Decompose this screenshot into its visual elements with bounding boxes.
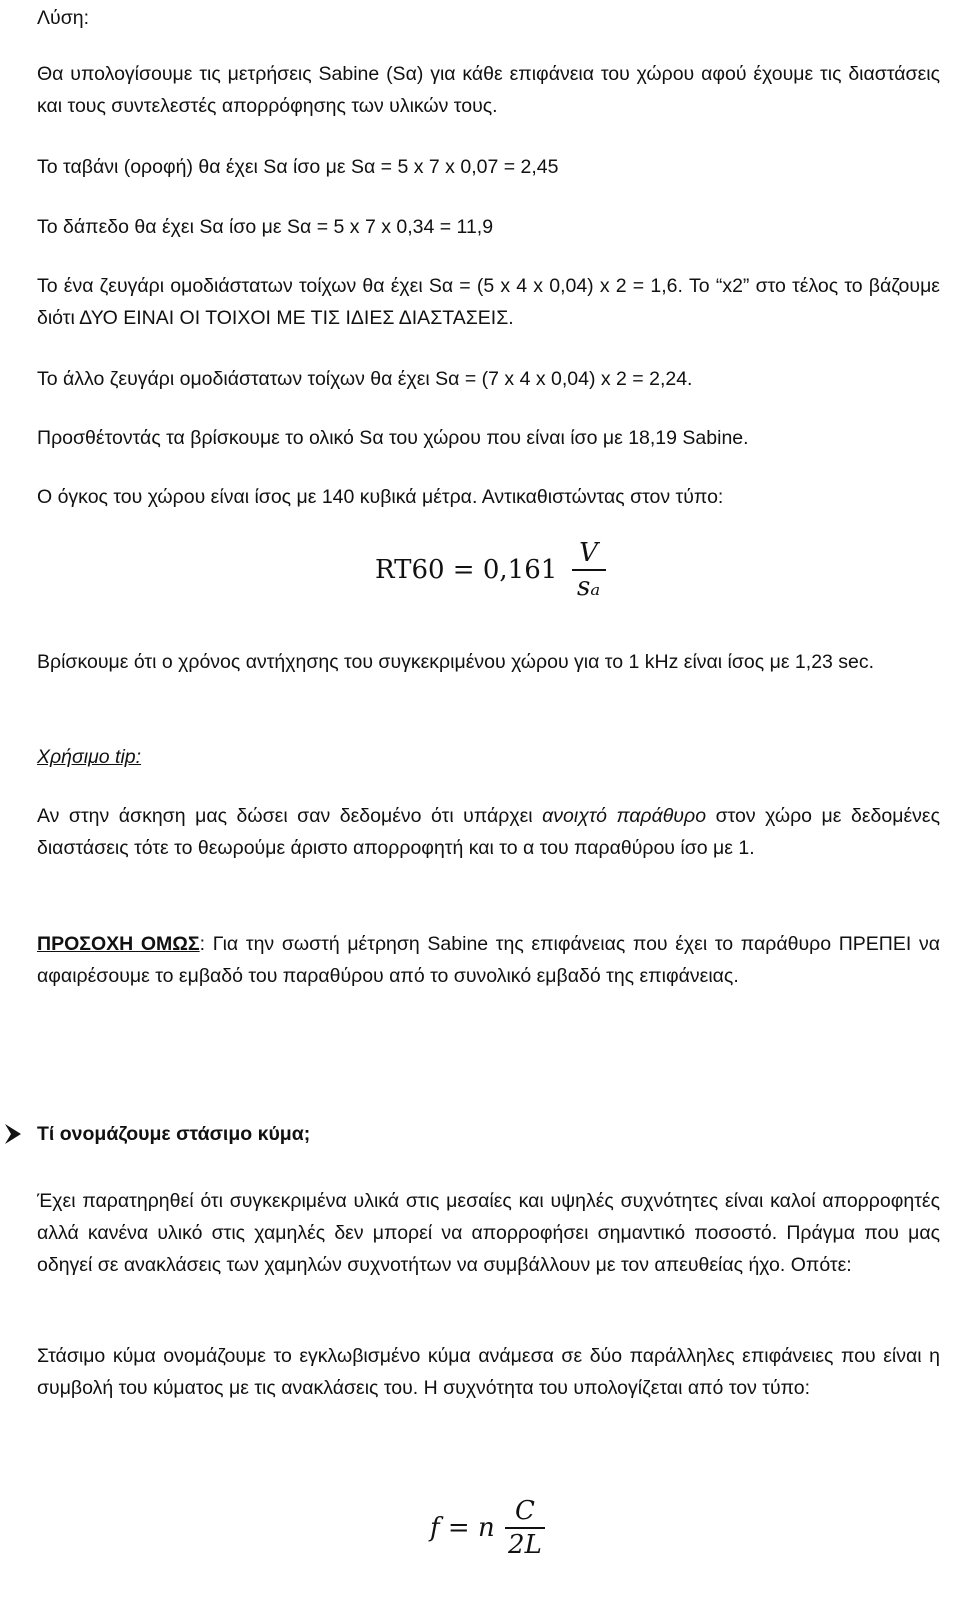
document-page [37,0,940,1605]
frequency-formula-lhs: f = n [430,1513,495,1543]
standing-wave-paragraph-2: Στάσιμο κύμα ονομάζουμε το εγκλωβισμένο κύμα ανάμεσα σε δύο παράλληλες επιφάνειες που είναι η συμβολή του κύματος με τις ανακλάσεις του. Η συχνότητα του υπολογίζεται από τον τύπο: [37,1345,940,1399]
frequency-denominator: 2L [508,1530,542,1560]
frequency-formula [430,1496,545,1560]
tip-label: Χρήσιμο tip: [37,746,142,768]
intro-paragraph: Θα υπολογίσουμε τις μετρήσεις Sabine (Sα) για κάθε επιφάνεια του χώρου αφού έχουμε τις διαστάσεις και τους συντελεστές απορρόφησης των υλικών τους. [37,63,940,117]
frequency-fraction [505,1496,545,1560]
tip-text-after: στον χώρο με δεδομένες διαστάσεις τότε το θεωρούμε άριστο απορροφητή και το α του παραθύρου ίσο με 1. [37,805,941,859]
tip-paragraph [37,800,940,864]
warning-label: ΠΡΟΣΟΧΗ ΟΜΩΣ [37,933,200,955]
rt60-numerator: V [579,538,598,568]
arrow-bullet-icon [3,1122,23,1146]
section-heading [3,1118,943,1150]
standing-wave-paragraph-1: Έχει παρατηρηθεί ότι συγκεκριμένα υλικά στις μεσαίες και υψηλές συχνότητες είναι καλοί απορροφητές αλλά κανένα υλικό στις χαμηλές δεν μπορεί να απορροφήσει σημαντικό ποσοστό. Πράγμα που μας οδηγεί σε ανακλάσεις των χαμηλών συχνοτήτων να συμβάλλουν με τον απευθείας ήχο. Οπότε: [37,1190,940,1276]
tip-text-before: Αν στην άσκηση μας δώσει σαν δεδομένο ότι υπάρχει [37,805,543,827]
total-sabine: Προσθέτοντάς τα βρίσκουμε το ολικό Sα του χώρου που είναι ίσο με 18,19 Sabine. [37,427,749,449]
warning-paragraph [37,928,940,992]
walls-pair2-calculation: Το άλλο ζευγάρι ομοδιάστατων τοίχων θα έχει Sα = (7 x 4 x 0,04) x 2 = 2,24. [37,368,693,390]
ceiling-calculation: Το ταβάνι (οροφή) θα έχει Sα ίσο με Sα = 5 x 7 x 0,07 = 2,45 [37,156,559,178]
section-title: Τί ονομάζουμε στάσιμο κύμα; [37,1123,311,1145]
floor-calculation: Το δάπεδο θα έχει Sα ίσο με Sα = 5 x 7 x 0,34 = 11,9 [37,216,494,238]
rt60-formula-lhs: RT60 = 0,161 [375,555,558,585]
volume-paragraph: Ο όγκος του χώρου είναι ίσος με 140 κυβικά μέτρα. Αντικαθιστώντας στον τύπο: [37,486,724,508]
rt60-fraction [572,538,606,602]
frequency-numerator: C [515,1496,535,1526]
rt60-formula [375,538,606,602]
result-paragraph: Βρίσκουμε ότι ο χρόνος αντήχησης του συγκεκριμένου χώρου για το 1 kHz είναι ίσος με 1,23 sec. [37,651,875,673]
warning-text: : Για την σωστή μέτρηση Sabine της επιφάνειας που έχει το παράθυρο ΠΡΕΠΕΙ να αφαιρέσουμε το εμβαδό του παραθύρου από το συνολικό εμβαδό της επιφάνειας. [37,933,940,987]
solution-label: Λύση: [37,7,89,29]
rt60-denominator: sₐ [577,572,601,602]
tip-emphasis: ανοιχτό παράθυρο [542,805,707,827]
walls-pair1-calculation: Το ένα ζευγάρι ομοδιάστατων τοίχων θα έχει Sα = (5 x 4 x 0,04) x 2 = 1,6. Το “x2” στο τέλος το βάζουμε διότι ΔΥΟ ΕΙΝΑΙ ΟΙ ΤΟΙΧΟΙ ΜΕ ΤΙΣ ΙΔΙΕΣ ΔΙΑΣΤΑΣΕΙΣ. [37,275,940,329]
